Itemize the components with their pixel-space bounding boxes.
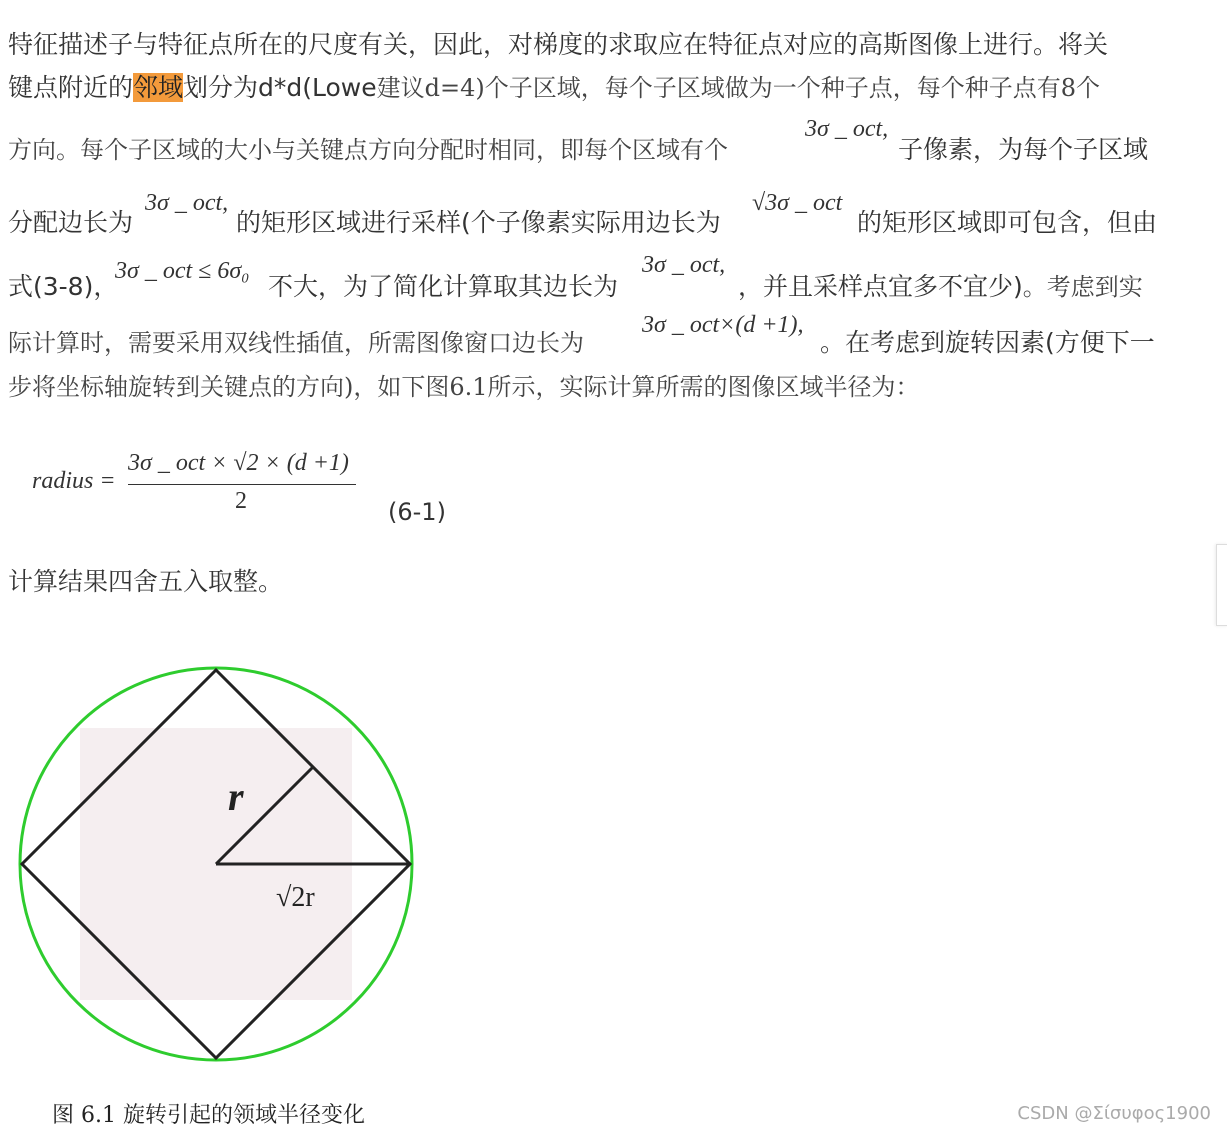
math-inline-5: 3σ _ oct, [642, 252, 726, 278]
paragraph-line-6 [8, 328, 584, 358]
text-span: 的矩形区域进行采样(个子像素实际用边长为 [236, 208, 721, 237]
formula-number: (6-1) [388, 498, 446, 526]
fraction-bar [128, 484, 356, 485]
text-span: 划分为d*d(Lowe [183, 73, 377, 102]
text-span: 分配边长为 [8, 208, 134, 237]
rotation-radius-figure [10, 658, 422, 1068]
text-span: ，并且采样点宜多不宜少) [738, 272, 1023, 301]
text-span: 。考虑到实 [1022, 273, 1143, 301]
text-span: 际计算时，需要采用双线性插值，所需图像窗口边长为 [8, 329, 584, 357]
csdn-watermark: CSDN @Σίσυφος1900 [1017, 1103, 1211, 1124]
math-inline-4: 3σ _ oct ≤ 6σ₀ [115, 258, 250, 284]
paragraph-line-5b [268, 272, 618, 302]
paragraph-line-1 [8, 30, 1108, 60]
paragraph-line-4 [8, 208, 133, 238]
text-span: 键点附近的 [8, 73, 134, 102]
paragraph-line-4b [236, 208, 721, 238]
radius-formula [32, 448, 372, 524]
paragraph-line-6b [820, 328, 1155, 358]
math-inline-1: 3σ _ oct, [805, 116, 889, 142]
text-span: 式(3-8)， [8, 272, 119, 301]
math-inline-2: 3σ _ oct, [145, 190, 229, 216]
text-span: 特征描述子与特征点所在的尺度有关，因此，对梯度的求取应在特征点对应的高斯图像上进行。将关 [8, 30, 1109, 59]
text-span: 子像素，为每个子区域 [898, 135, 1149, 164]
math-inline-3: √3σ _ oct [752, 190, 843, 216]
text-span: 不大，为了简化计算取其边长为 [268, 272, 619, 301]
paragraph-line-2 [8, 73, 1100, 103]
text-span: 步将坐标轴旋转到关键点的方向)，如下图6.1所示，实际计算所需的图像区域半径为： [8, 373, 920, 401]
figure-caption: 图 6.1 旋转引起的领域半径变化 [52, 1103, 365, 1128]
formula-lhs: radius = [32, 468, 116, 494]
math-inline-6: 3σ _ oct×(d +1), [642, 312, 804, 338]
paragraph-line-3 [8, 135, 728, 165]
r-label: r [228, 774, 244, 819]
paragraph-line-3b [898, 135, 1148, 165]
result-line [8, 567, 283, 597]
text-span: 方向。每个子区域的大小与关键点方向分配时相同，即每个区域有个 [8, 136, 728, 164]
text-span: 计算结果四舍五入取整。 [8, 567, 284, 596]
paragraph-line-4c [857, 208, 1157, 238]
text-span: 的矩形区域即可包含，但由 [857, 208, 1158, 237]
paragraph-line-7 [8, 372, 920, 402]
sqrt2r-label: √2r [276, 882, 315, 913]
paragraph-line-5 [8, 272, 118, 302]
highlighted-term: 邻域 [133, 73, 184, 102]
formula-denominator: 2 [235, 488, 247, 514]
formula-numerator: 3σ _ oct × √2 × (d +1) [128, 450, 349, 476]
paragraph-line-5c [738, 272, 1143, 302]
text-span: 。在考虑到旋转因素(方便下一 [820, 328, 1155, 357]
text-span: 建议d=4)个子区域，每个子区域做为一个种子点，每个种子点有8个 [376, 74, 1101, 102]
side-panel-tab[interactable] [1216, 544, 1227, 626]
